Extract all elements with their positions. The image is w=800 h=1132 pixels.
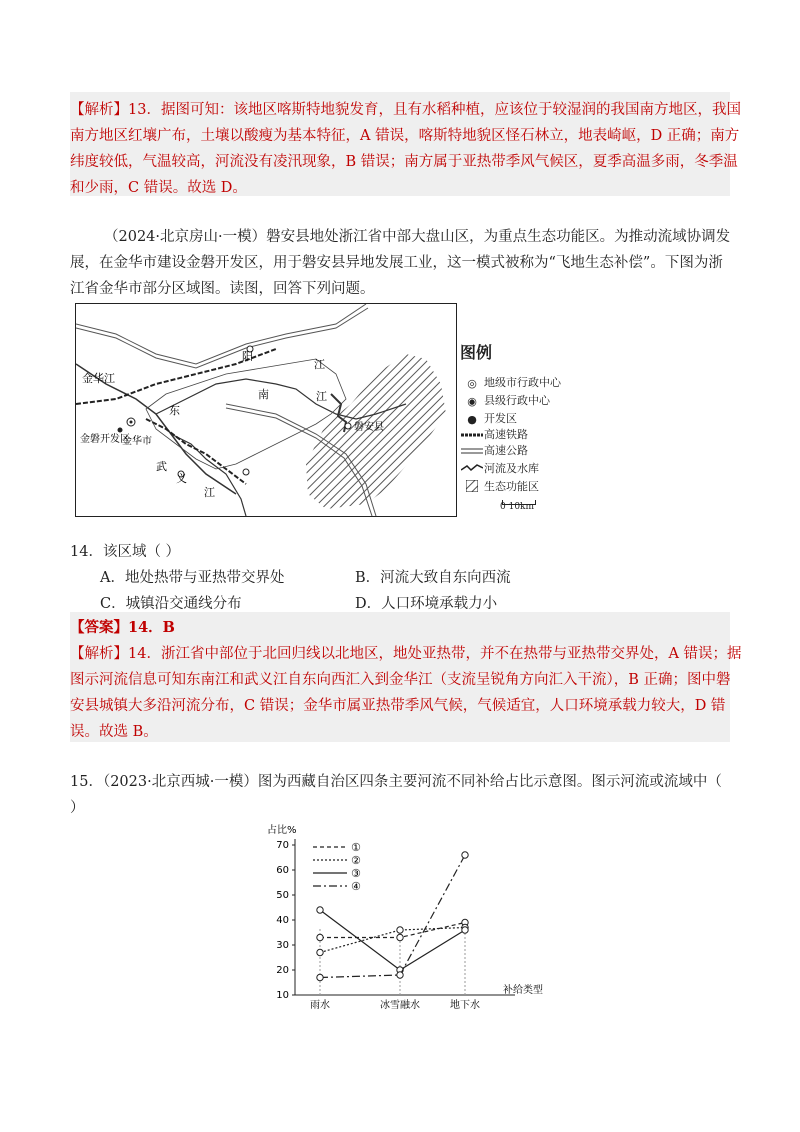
y-tick-label: 30 <box>276 940 289 951</box>
y-tick-label: 10 <box>276 990 289 1001</box>
label-jiang-1: 江 <box>314 358 325 371</box>
analysis-14-line-1: 【解析】14．浙江省中部位于北回归线以北地区，地处亚热带，并不在热带与亚热带交界处，A 错误；据 <box>70 646 742 662</box>
label-panan: 磐安县 <box>354 422 384 433</box>
intro-line-1: （2024·北京房山·一模）磐安县地处浙江省中部大盘山区，为重点生态功能区。为推动流域协调发 <box>104 229 731 245</box>
answer-14-block <box>70 612 742 742</box>
data-point <box>397 927 403 933</box>
data-point <box>317 974 323 980</box>
data-point <box>397 972 403 978</box>
label-nan: 南 <box>258 388 269 401</box>
legend-item-rail: 高速铁路 <box>460 426 528 442</box>
panan-marker <box>345 423 351 429</box>
recharge-chart-svg <box>255 815 555 1020</box>
q14-option-a[interactable]: A．地处热带与亚热带交界处 <box>100 570 285 586</box>
series-line-3 <box>320 910 465 970</box>
dev-zone-icon: ● <box>467 412 477 426</box>
label-yi: 义 <box>176 472 187 485</box>
legend-item-river: 河流及水库 <box>460 460 539 476</box>
region-map <box>75 303 457 517</box>
data-point <box>317 934 323 940</box>
q15-stem <box>70 770 730 820</box>
recharge-chart <box>255 815 555 1020</box>
analysis-14-line-3: 安县城镇大多沿河流分布，C 错误；金华市属亚热带季风气候，气候适宜，人口环境承载力较大，D 错 <box>70 698 726 714</box>
highway-1 <box>76 304 366 364</box>
intro-line-2: 展，在金华市建设金磐开发区，用于磐安县异地发展工业，这一模式被称为“飞地生态补偿”。下图为浙 <box>70 255 723 271</box>
data-point <box>397 934 403 940</box>
analysis-14-line-4: 误。故选 B。 <box>70 724 158 740</box>
data-point <box>462 852 468 858</box>
legend-label-2: ② <box>351 854 361 867</box>
y-tick-label: 60 <box>276 865 289 876</box>
label-jinhuashi: 金华市 <box>122 436 152 447</box>
q15-line-2: ） <box>70 800 85 816</box>
q14-stem: 14．该区域（ ） <box>70 544 181 560</box>
analysis-14-line-2: 图示河流信息可知东南江和武义江自东向西汇入到金华江（支流呈锐角方向汇入干流），B 正确；图中磐 <box>70 672 731 688</box>
data-point <box>317 949 323 955</box>
q14-option-c[interactable]: C．城镇沿交通线分布 <box>100 596 242 612</box>
legend-scale: 0 10km <box>500 502 535 512</box>
legend-item-city: ◎ 地级市行政中心 <box>460 374 561 390</box>
data-point <box>462 927 468 933</box>
legend-label-4: ④ <box>351 880 361 893</box>
series-line-2 <box>320 928 465 953</box>
legend-item-road: 高速公路 <box>460 442 528 458</box>
label-wu: 武 <box>156 460 167 473</box>
x-tick-label: 冰雪融水 <box>380 1000 420 1011</box>
q14-option-d[interactable]: D．人口环境承载力小 <box>355 596 498 612</box>
intro-paragraph <box>70 225 730 305</box>
analysis-13-line-2: 南方地区红壤广布，土壤以酸瘦为基本特征，A 错误，喀斯特地貌区怪石林立，地表崎岖，D 正确；南方 <box>70 128 740 144</box>
analysis-13-line-4: 和少雨，C 错误。故选 D。 <box>70 180 247 196</box>
city-center-icon: ◎ <box>467 376 477 390</box>
analysis-13-line-1: 【解析】13．据图可知：该地区喀斯特地貌发育，且有水稻种植，应该位于较湿润的我国南方地区，我国 <box>70 102 741 118</box>
x-tick-label: 雨水 <box>310 1000 330 1011</box>
x-tick-label: 地下水 <box>450 1000 480 1011</box>
data-point <box>317 907 323 913</box>
intro-line-3: 江省金华市部分区域图。读图，回答下列问题。 <box>70 281 375 297</box>
label-yang: 阳 <box>242 350 253 363</box>
legend-label-3: ③ <box>351 867 361 880</box>
legend-item-county: ◉ 县级行政中心 <box>460 392 550 408</box>
river-icon <box>460 463 484 476</box>
label-jiang-3: 江 <box>204 486 215 499</box>
county-marker-3 <box>243 469 249 475</box>
legend-item-eco: 生态功能区 <box>460 478 539 495</box>
label-jinhuajiang: 金华江 <box>82 372 115 385</box>
label-dong: 东 <box>169 404 180 417</box>
y-tick-label: 50 <box>276 890 289 901</box>
legend-item-devzone: ● 开发区 <box>460 410 517 426</box>
county-center-icon: ◉ <box>467 394 477 408</box>
analysis-13-block <box>70 92 741 196</box>
y-tick-label: 70 <box>276 840 289 851</box>
map-legend <box>460 340 600 520</box>
y-tick-label: 40 <box>276 915 289 926</box>
analysis-13-line-3: 纬度较低，气温较高，河流没有凌汛现象，B 错误；南方属于亚热带季风气候区，夏季高温多雨，冬季温 <box>70 154 738 170</box>
q14-option-b[interactable]: B．河流大致自东向西流 <box>355 570 511 586</box>
y-tick-label: 20 <box>276 965 289 976</box>
label-jiang-2: 江 <box>316 390 327 403</box>
legend-title: 图例 <box>460 343 493 362</box>
q15-line-1: 15．（2023·北京西城·一模）图为西藏自治区四条主要河流不同补给占比示意图。图示河流或流域中（ <box>70 774 722 790</box>
region-map-svg <box>76 304 456 516</box>
road-icon <box>460 445 484 458</box>
x-axis-label: 补给类型 <box>503 985 543 996</box>
rail-icon <box>460 429 484 442</box>
legend-label-1: ① <box>351 841 361 854</box>
y-axis-label: 占比% <box>267 825 297 836</box>
answer-14: 【答案】14．B <box>70 619 175 636</box>
rail-2 <box>146 419 246 484</box>
label-jinpan: 金磐开发区 <box>80 434 130 445</box>
hatch-icon <box>460 480 484 495</box>
series-line-1 <box>320 923 465 938</box>
jinpan-marker <box>118 428 123 433</box>
